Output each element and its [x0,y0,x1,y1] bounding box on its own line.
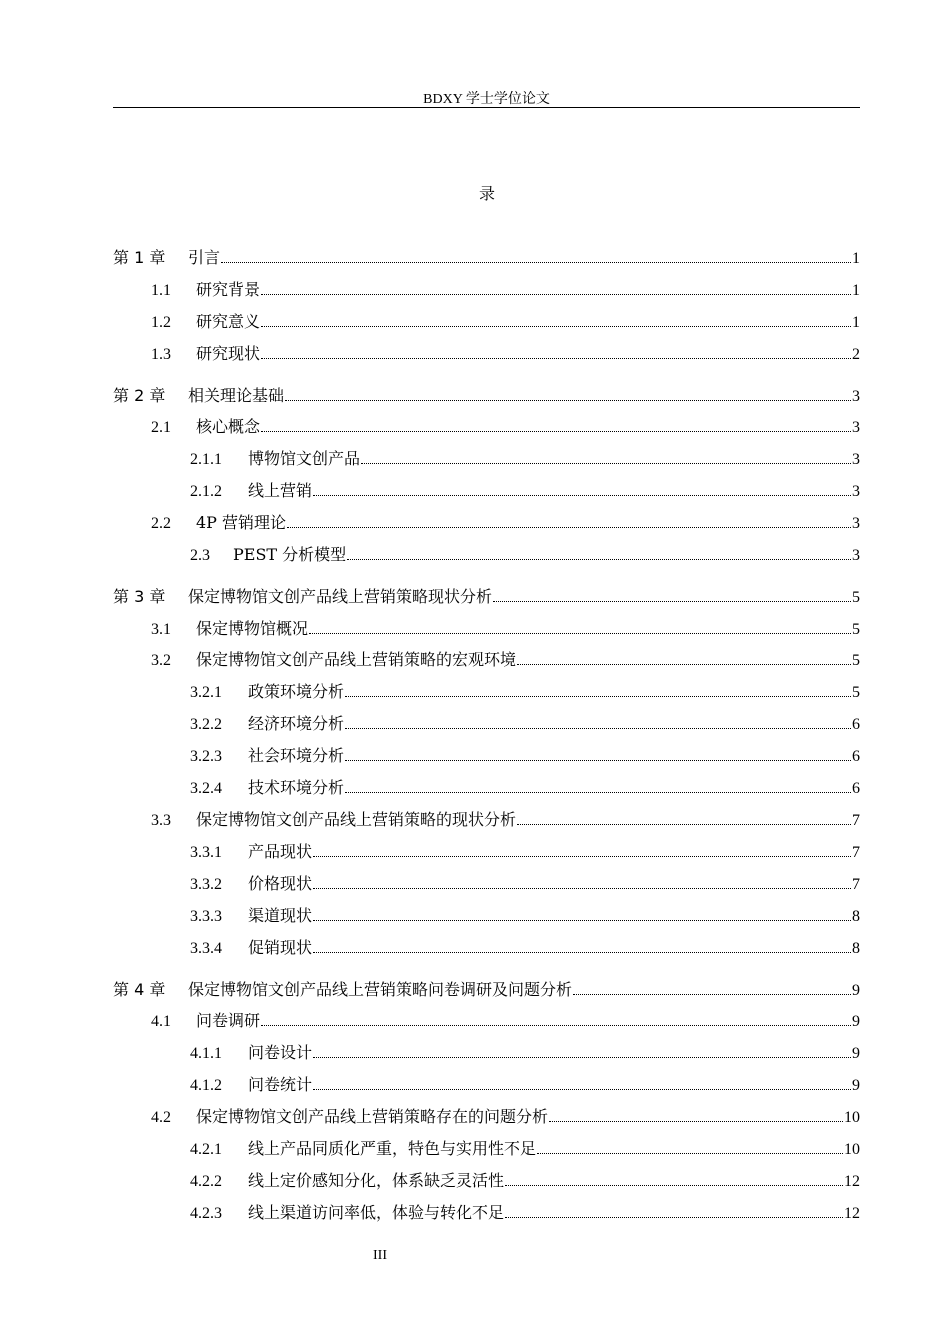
toc-dot-leader [345,792,851,793]
toc-entry-chapter-3[interactable] [113,586,860,608]
toc-entry-page: 12 [844,1205,860,1222]
toc-dot-leader [261,326,851,327]
toc-entry-page: 6 [852,780,860,797]
toc-entry-number: 第 4 章 [113,980,166,999]
toc-entry-page: 9 [852,1077,860,1094]
toc-entry-page: 2 [852,346,860,363]
toc-entry-page: 8 [852,908,860,925]
toc-entry-page: 3 [852,419,860,436]
toc-entry-label: 社会环境分析 [248,746,345,765]
toc-entry-page: 5 [852,589,860,606]
toc-dot-leader [261,294,851,295]
toc-entry-label: 产品现状 [248,842,313,861]
toc-entry-label: 线上产品同质化严重，特色与实用性不足 [248,1139,537,1158]
toc-dot-leader [261,1025,851,1026]
toc-dot-leader [517,824,851,825]
toc-entry-page: 7 [852,812,860,829]
toc-entry-page: 3 [852,483,860,500]
toc-entry-3-2-2[interactable] [190,713,860,735]
toc-entry-number: 3.3.2 [190,876,222,893]
toc-dot-leader [313,1057,851,1058]
toc-title: 录 [478,184,495,203]
toc-entry-number: 2.1.1 [190,451,222,468]
toc-entry-4-2[interactable] [151,1106,860,1128]
toc-entry-2-1-2[interactable] [190,480,860,502]
toc-entry-4-1-2[interactable] [190,1074,860,1096]
toc-entry-chapter-4[interactable] [113,979,860,1001]
toc-entry-page: 1 [852,314,860,331]
toc-dot-leader [313,952,851,953]
toc-entry-number: 4.2.1 [190,1141,222,1158]
toc-entry-page: 3 [852,547,860,564]
toc-entry-number: 第 3 章 [113,587,166,606]
toc-entry-label: 保定博物馆概况 [196,619,309,638]
toc-entry-label: 政策环境分析 [248,682,345,701]
toc-entry-page: 3 [852,451,860,468]
toc-entry-number: 1.3 [151,346,171,363]
toc-dot-leader [313,856,851,857]
toc-entry-1-2[interactable] [151,311,860,333]
toc-entry-number: 4.2.3 [190,1205,222,1222]
toc-entry-number: 1.2 [151,314,171,331]
toc-dot-leader [345,728,851,729]
toc-entry-number: 1.1 [151,282,171,299]
toc-entry-page: 5 [852,652,860,669]
toc-entry-page: 5 [852,621,860,638]
toc-entry-3-3-3[interactable] [190,905,860,927]
toc-entry-1-3[interactable] [151,343,860,365]
toc-entry-page: 6 [852,716,860,733]
toc-entry-label: 问卷统计 [248,1075,313,1094]
toc-entry-label: 技术环境分析 [248,778,345,797]
toc-entry-label: 价格现状 [248,874,313,893]
toc-entry-3-2-1[interactable] [190,681,860,703]
toc-entry-number: 2.1 [151,419,171,436]
toc-dot-leader [287,527,851,528]
toc-entry-label: 博物馆文创产品 [248,449,361,468]
toc-entry-number: 3.3 [151,812,171,829]
toc-entry-2-2[interactable] [151,512,860,534]
toc-entry-number: 3.3.1 [190,844,222,861]
toc-dot-leader [347,559,851,560]
toc-dot-leader [573,994,851,995]
toc-entry-label: 研究意义 [196,312,261,331]
toc-dot-leader [261,358,851,359]
toc-dot-leader [313,920,851,921]
toc-dot-leader [261,431,851,432]
toc-dot-leader [313,495,851,496]
toc-entry-4-2-1[interactable] [190,1138,860,1160]
toc-entry-2-1[interactable] [151,416,860,438]
toc-dot-leader [549,1121,843,1122]
toc-entry-page: 3 [852,515,860,532]
toc-entry-number: 3.1 [151,621,171,638]
toc-entry-label: 保定博物馆文创产品线上营销策略存在的问题分析 [196,1107,549,1126]
toc-entry-3-1[interactable] [151,618,860,640]
toc-entry-2-1-1[interactable] [190,448,860,470]
toc-entry-3-2[interactable] [151,649,860,671]
toc-entry-label: 线上渠道访问率低，体验与转化不足 [248,1203,505,1222]
page-number: III [373,1248,387,1263]
toc-entry-2-3[interactable] [190,544,860,566]
toc-dot-leader [313,888,851,889]
toc-dot-leader [537,1153,843,1154]
toc-entry-label: 经济环境分析 [248,714,345,733]
toc-entry-label: 问卷调研 [196,1011,261,1030]
toc-entry-page: 12 [844,1173,860,1190]
toc-entry-page: 9 [852,1045,860,1062]
toc-dot-leader [505,1185,843,1186]
toc-entry-number: 3.2 [151,652,171,669]
toc-entry-4-1-1[interactable] [190,1042,860,1064]
toc-entry-page: 5 [852,684,860,701]
toc-entry-4-2-3[interactable] [190,1202,860,1224]
toc-entry-number: 第 1 章 [113,248,166,267]
toc-entry-page: 6 [852,748,860,765]
toc-entry-chapter-1[interactable] [113,247,860,269]
toc-entry-number: 4.2.2 [190,1173,222,1190]
toc-entry-number: 4.1.1 [190,1045,222,1062]
toc-entry-label: 保定博物馆文创产品线上营销策略的现状分析 [196,810,517,829]
toc-entry-label: 研究背景 [196,280,261,299]
toc-entry-3-2-4[interactable] [190,777,860,799]
toc-entry-page: 1 [852,250,860,267]
toc-entry-3-3-4[interactable] [190,937,860,959]
toc-entry-number: 2.2 [151,515,171,532]
toc-entry-label: 问卷设计 [248,1043,313,1062]
toc-entry-number: 2.3 [190,547,210,564]
toc-entry-4-2-2[interactable] [190,1170,860,1192]
toc-entry-3-2-3[interactable] [190,745,860,767]
toc-dot-leader [309,633,851,634]
toc-entry-3-3[interactable] [151,809,860,831]
toc-entry-number: 3.2.1 [190,684,222,701]
toc-entry-3-3-1[interactable] [190,841,860,863]
toc-dot-leader [517,664,851,665]
toc-entry-label: 保定博物馆文创产品线上营销策略现状分析 [188,587,493,606]
toc-entry-number: 第 2 章 [113,386,166,405]
toc-dot-leader [221,262,851,263]
toc-entry-page: 7 [852,844,860,861]
toc-entry-page: 7 [852,876,860,893]
toc-entry-number: 3.3.3 [190,908,222,925]
toc-entry-number: 3.2.2 [190,716,222,733]
toc-dot-leader [285,400,851,401]
toc-entry-page: 9 [852,1013,860,1030]
toc-entry-page: 10 [844,1109,860,1126]
toc-dot-leader [505,1217,843,1218]
toc-dot-leader [493,601,851,602]
toc-entry-3-3-2[interactable] [190,873,860,895]
toc-entry-label: 引言 [188,248,221,267]
toc-dot-leader [361,463,851,464]
toc-entry-page: 1 [852,282,860,299]
toc-entry-4-1[interactable] [151,1010,860,1032]
toc-entry-label: 保定博物馆文创产品线上营销策略的宏观环境 [196,650,517,669]
toc-dot-leader [313,1089,851,1090]
toc-entry-label: 渠道现状 [248,906,313,925]
toc-dot-leader [345,760,851,761]
toc-entry-page: 10 [844,1141,860,1158]
toc-entry-label: 核心概念 [196,417,261,436]
toc-entry-1-1[interactable] [151,279,860,301]
toc-entry-page: 9 [852,982,860,999]
toc-entry-label: 线上定价感知分化，体系缺乏灵活性 [248,1171,505,1190]
toc-entry-page: 3 [852,388,860,405]
toc-entry-label: PEST 分析模型 [233,545,347,564]
toc-entry-number: 4.1 [151,1013,171,1030]
toc-entry-page: 8 [852,940,860,957]
page-header: BDXY 学士学位论文 [423,92,550,107]
toc-entry-chapter-2[interactable] [113,385,860,407]
toc-entry-number: 2.1.2 [190,483,222,500]
toc-entry-number: 4.2 [151,1109,171,1126]
toc-entry-label: 保定博物馆文创产品线上营销策略问卷调研及问题分析 [188,980,573,999]
toc-entry-label: 促销现状 [248,938,313,957]
toc-entry-label: 相关理论基础 [188,386,285,405]
toc-entry-number: 3.2.4 [190,780,222,797]
toc-entry-label: 4P 营销理论 [196,513,287,532]
toc-dot-leader [345,696,851,697]
toc-entry-number: 3.2.3 [190,748,222,765]
toc-entry-label: 线上营销 [248,481,313,500]
toc-entry-number: 3.3.4 [190,940,222,957]
toc-entry-label: 研究现状 [196,344,261,363]
toc-entry-number: 4.1.2 [190,1077,222,1094]
